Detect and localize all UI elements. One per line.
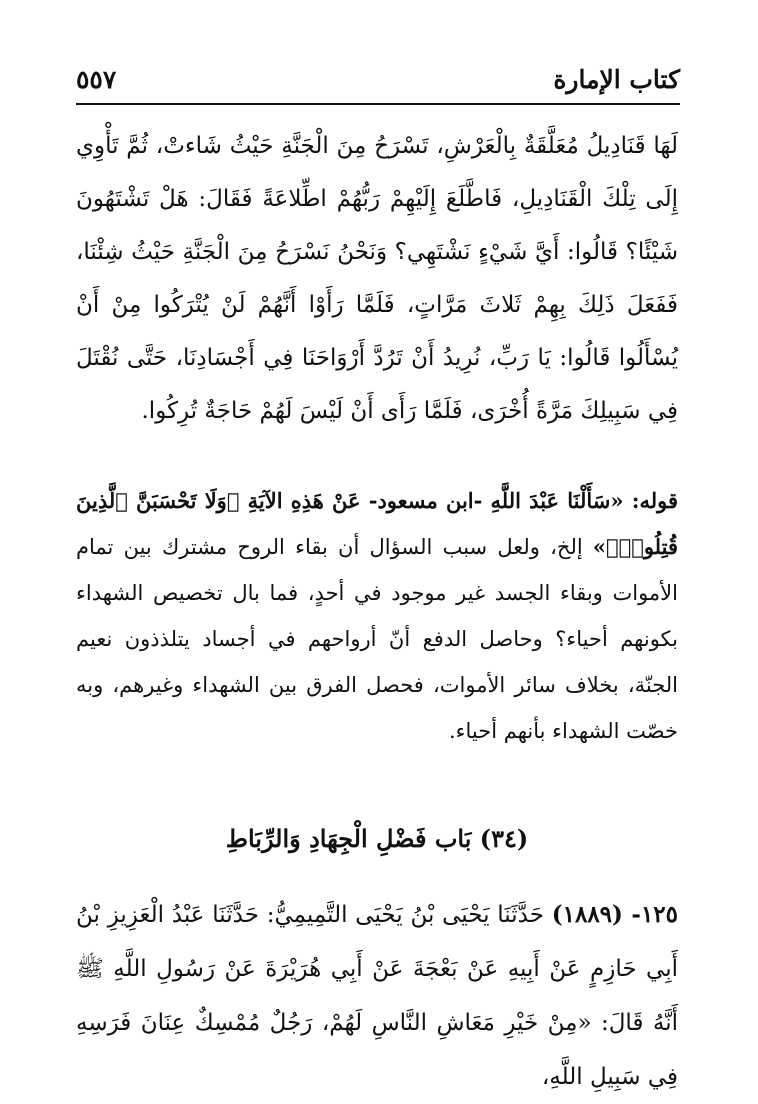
chapter-heading: (٣٤) بَاب فَضْلِ الْجِهَادِ وَالرِّبَاطِ <box>225 824 529 853</box>
hadith-paragraph <box>76 888 678 1104</box>
page-number: ٥٥٧ <box>76 64 117 94</box>
commentary-lead: قوله: «سَأَلْنَا عَبْدَ اللَّهِ -ابن مسعود- عَنْ هَذِهِ الآيَةِ ﴿وَلَا تَحْسَبَنَّ ٱلَّذِينَ قُتِلُوا۟﴾» <box>76 488 678 559</box>
header-divider <box>76 103 680 105</box>
running-title: كتاب الإمارة <box>553 64 680 94</box>
commentary-paragraph <box>76 478 678 754</box>
commentary-body: إلخ، ولعل سبب السؤال أن بقاء الروح مشترك بين تمام الأموات وبقاء الجسد غير موجود في أحدٍ، فما بال تخصيص الشهداء بكونهم أحياء؟ وحاصل الدفع أنّ أرواحهم في أجساد يتلذذون نعيم الجنّة، بخلاف سائر الأموات، فحصل الفرق بين الشهداء وغيرهم، وبه خصّت الشهداء بأنهم أحياء. <box>76 535 678 743</box>
hadith-number: ١٢٥- (١٨٨٩) <box>551 901 679 928</box>
hadith-text: حَدَّثَنَا يَحْيَى بْنُ يَحْيَى التَّمِيمِيُّ: حَدَّثَنَا عَبْدُ الْعَزِيزِ بْنُ أَبِي حَازِمٍ عَنْ أَبِيهِ عَنْ بَعْجَةَ عَنْ أَبِي هُرَيْرَةَ عَنْ رَسُولِ اللَّهِ ﷺ أَنَّهُ قَالَ: «مِنْ خَيْرِ مَعَاشِ النَّاسِ لَهُمْ، رَجُلٌ مُمْسِكٌ عِنَانَ فَرَسِهِ فِي سَبِيلِ اللَّهِ، <box>76 902 678 1090</box>
page-header <box>76 58 680 100</box>
hadith-continuation: لَهَا قَنَادِيلُ مُعَلَّقَةٌ بِالْعَرْشِ، تَسْرَحُ مِنَ الْجَنَّةِ حَيْثُ شَاءتْ، ثُمَّ تَأْوِي إِلَى تِلْكَ الْقَنَادِيلِ، فَاطَّلَعَ إِلَيْهِمْ رَبُّهُمْ اطِّلاعَةً فَقَالَ: هَلْ تَشْتَهُونَ شَيْئًا؟ قَالُوا: أَيَّ شَيْءٍ نَشْتَهِي؟ وَنَحْنُ نَسْرَحُ مِنَ الْجَنَّةِ حَيْثُ شِئْنَا، فَفَعَلَ ذَلِكَ بِهِمْ ثَلاثَ مَرَّاتٍ، فَلَمَّا رَأَوْا أَنَّهُمْ لَنْ يُتْرَكُوا مِنْ أَنْ يُسْأَلُوا قَالُوا: يَا رَبِّ، نُرِيدُ أَنْ تَرُدَّ أَرْوَاحَنَا فِي أَجْسَادِنَا، حَتَّى نُقْتَلَ فِي سَبِيلِكَ مَرَّةً أُخْرَى، فَلَمَّا رَأَى أَنْ لَيْسَ لَهُمْ حَاجَةٌ تُرِكُوا. <box>76 133 678 424</box>
